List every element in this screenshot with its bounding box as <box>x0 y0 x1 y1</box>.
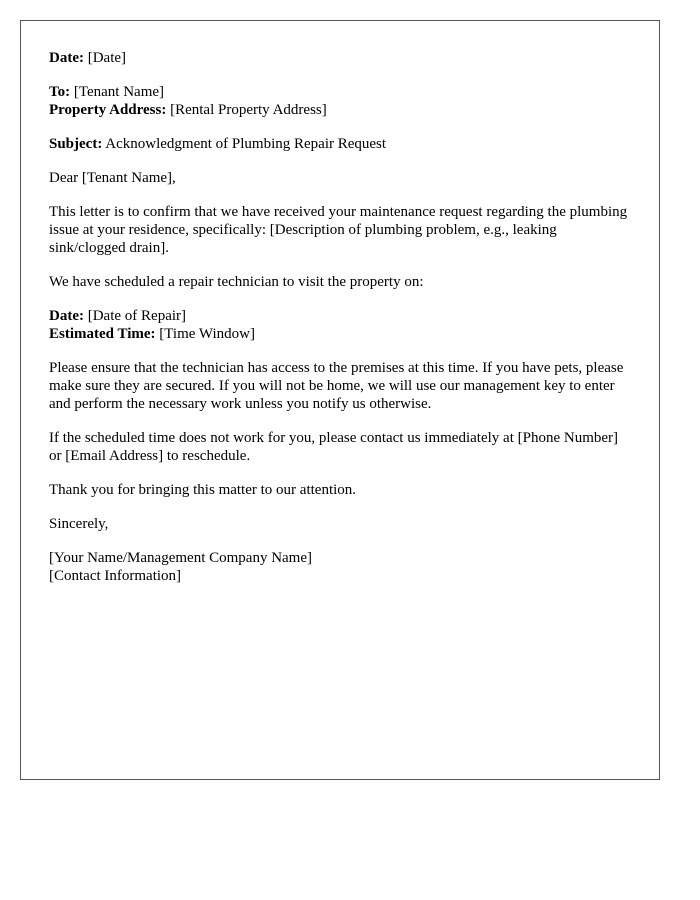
to-value: [Tenant Name] <box>73 84 165 100</box>
estimated-time-line <box>49 325 631 343</box>
date-label: Date: <box>49 50 84 66</box>
contact-information: [Contact Information] <box>49 568 182 584</box>
confirmation-paragraph: This letter is to confirm that we have received your maintenance request regarding the plumbing issue at your residence, specifically: [Description of plumbing problem, e.g., leaking sink/clogged drain]. <box>49 204 628 256</box>
letter-page <box>20 20 660 780</box>
subject-value: Acknowledgment of Plumbing Repair Request <box>105 136 387 152</box>
estimated-time-label: Estimated Time: <box>49 326 156 342</box>
thanks-paragraph: Thank you for bringing this matter to our attention. <box>49 482 357 498</box>
property-address-value: [Rental Property Address] <box>170 102 327 118</box>
date-line <box>49 49 631 67</box>
date-value: [Date] <box>87 50 127 66</box>
salutation: Dear [Tenant Name], <box>49 170 176 186</box>
repair-date-value: [Date of Repair] <box>87 308 187 324</box>
sign-off: Sincerely, <box>49 516 109 532</box>
sender-name: [Your Name/Management Company Name] <box>49 550 312 566</box>
to-line <box>49 83 631 101</box>
property-address-line <box>49 101 631 119</box>
subject-line <box>49 135 631 153</box>
property-address-label: Property Address: <box>49 102 167 118</box>
repair-date-label: Date: <box>49 308 84 324</box>
repair-date-line <box>49 307 631 325</box>
estimated-time-value: [Time Window] <box>159 326 255 342</box>
recipient-block <box>49 83 631 119</box>
to-label: To: <box>49 84 71 100</box>
access-paragraph: Please ensure that the technician has access to the premises at this time. If you have pets, please make sure they are secured. If you will not be home, we will use our management key to enter and perform the necessary work unless you notify us otherwise. <box>49 360 624 412</box>
reschedule-paragraph: If the scheduled time does not work for you, please contact us immediately at [Phone Number] or [Email Address] to reschedule. <box>49 430 619 464</box>
repair-schedule-block <box>49 307 631 343</box>
subject-label: Subject: <box>49 136 103 152</box>
signature-block <box>49 549 631 585</box>
schedule-intro-paragraph: We have scheduled a repair technician to visit the property on: <box>49 274 424 290</box>
